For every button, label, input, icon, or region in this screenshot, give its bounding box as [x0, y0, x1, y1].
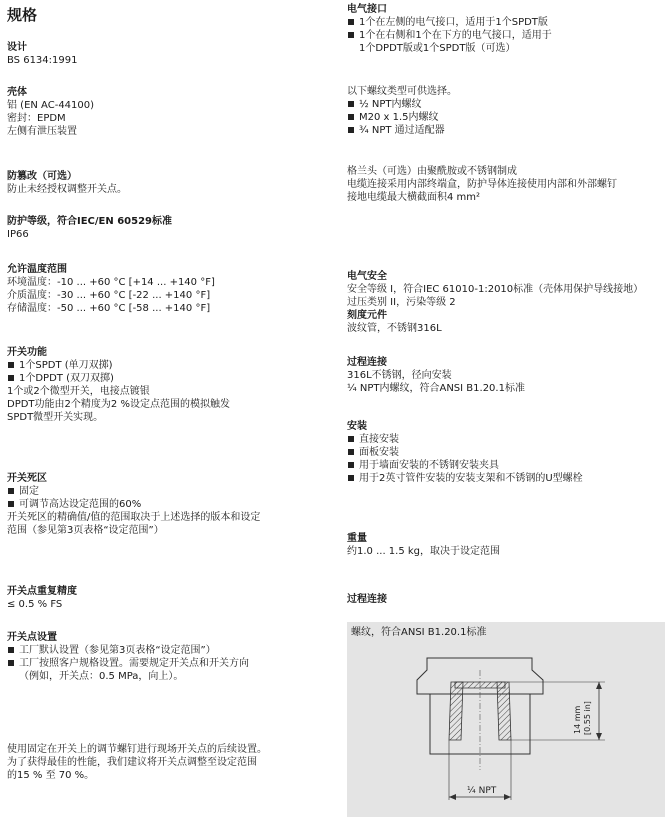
gland-line: 格兰头（可选）由聚酰胺或不锈钢制成 — [347, 166, 517, 177]
threads-bullet: ½ NPT内螺纹 — [347, 98, 457, 111]
deadband-line: 开关死区的精确值/值的范围取决于上述选择的版本和设定 — [7, 512, 261, 523]
thread-drawing-panel — [347, 622, 665, 817]
fitting-bore-left-wall — [449, 682, 463, 740]
design-value: BS 6134:1991 — [7, 55, 78, 66]
switch-function-heading: 开关功能 — [7, 347, 47, 358]
section-case — [7, 86, 94, 138]
deadband-bullet: 可调节高达设定范围的60% — [7, 498, 260, 511]
deadband-bullet: 固定 — [7, 485, 260, 498]
dim-label-in: [0.55 in] — [583, 701, 592, 735]
right-column — [347, 0, 665, 622]
gland-line: 电缆连接采用内部终端盒，防护导体连接使用内部和外部螺钉 — [347, 179, 617, 190]
switch-function-line: 1个或2个微型开关，电接点镀银 — [7, 386, 150, 397]
section-deadband — [7, 472, 260, 537]
switch-function-line: SPDT微型开关实现。 — [7, 412, 104, 423]
case-line: 左侧有泄压装置 — [7, 126, 77, 137]
section-setting — [7, 631, 249, 683]
section-protection — [7, 215, 172, 241]
section-threads — [347, 85, 457, 137]
mounting-bullet: 用于2英寸管件安装的安装支架和不锈钢的U型螺栓 — [347, 472, 583, 485]
temperature-line: 介质温度：-30 ... +60 °C [-22 ... +140 °F] — [7, 290, 211, 301]
section-repeatability — [7, 585, 77, 611]
protection-value: IP66 — [7, 229, 29, 240]
temperature-line: 存储温度：-50 ... +60 °C [-58 ... +140 °F] — [7, 303, 211, 314]
temperature-heading: 允许温度范围 — [7, 264, 67, 275]
section-process-connection-figure — [347, 593, 387, 606]
sensing-line: 波纹管，不锈钢316L — [347, 323, 442, 334]
case-line: 密封：EPDM — [7, 113, 66, 124]
process-heading: 过程连接 — [347, 357, 387, 368]
section-tamper — [7, 170, 127, 196]
switch-function-bullet: 1个SPDT (单刀双掷) — [7, 359, 230, 372]
electrical-indent-line: 1个DPDT版或1个SPDT版（可选） — [359, 43, 516, 54]
section-electrical — [347, 3, 552, 55]
fitting-bore-right-wall — [497, 682, 511, 740]
section-sensing — [347, 309, 442, 335]
thread-arrow-right — [504, 794, 511, 800]
sensing-heading: 刻度元件 — [347, 310, 387, 321]
setting-bullet: 工厂默认设置（参见第3页表格“设定范围”） — [7, 644, 249, 657]
setting-note-line: 使用固定在开关上的调节螺钉进行现场开关点的后续设置。 — [7, 744, 267, 755]
case-heading: 壳体 — [7, 87, 27, 98]
threads-bullet: M20 x 1.5内螺纹 — [347, 111, 457, 124]
threads-intro: 以下螺纹类型可供选择。 — [347, 86, 457, 97]
mounting-bullet: 面板安装 — [347, 446, 583, 459]
process-line: ¼ NPT内螺纹，符合ANSI B1.20.1标准 — [347, 383, 525, 394]
section-temperature — [7, 263, 215, 315]
process-line: 316L不锈钢，径向安装 — [347, 370, 452, 381]
electrical-heading: 电气接口 — [347, 4, 387, 15]
dim-label-mm: 14 mm — [573, 705, 582, 734]
section-process — [347, 356, 525, 395]
section-gland — [347, 165, 617, 204]
thread-label: ¼ NPT — [467, 786, 497, 796]
threads-bullet: ¾ NPT 通过适配器 — [347, 124, 457, 137]
safety-line: 安全等级 I，符合IEC 61010-1:2010标准（壳体用保护导线接地） — [347, 284, 644, 295]
setting-heading: 开关点设置 — [7, 632, 57, 643]
setting-bullet: 工厂按照客户规格设置。需要规定开关点和开关方向 — [7, 657, 249, 670]
safety-line: 过压类别 II，污染等级 2 — [347, 297, 456, 308]
tamper-line: 防止未经授权调整开关点。 — [7, 184, 127, 195]
switch-function-bullet: 1个DPDT (双刀双掷) — [7, 372, 230, 385]
section-design — [7, 41, 77, 67]
switch-function-line: DPDT功能由2个精度为2 %设定点范围的模拟触发 — [7, 399, 230, 410]
process-figure-heading: 过程连接 — [347, 594, 387, 605]
section-weight — [347, 532, 500, 558]
mounting-heading: 安装 — [347, 421, 367, 432]
weight-line: 约1.0 ... 1.5 kg，取决于设定范围 — [347, 546, 501, 557]
section-setting-note — [7, 743, 267, 782]
page-title: 规格 — [7, 6, 38, 24]
case-line: 铝 (EN AC-44100) — [7, 100, 95, 111]
temperature-line: 环境温度：-10 ... +60 °C [+14 ... +140 °F] — [7, 277, 215, 288]
setting-note-line: 为了获得最佳的性能，我们建议将开关点调整至设定范围 — [7, 757, 257, 768]
thread-arrow-left — [449, 794, 456, 800]
thread-drawing — [347, 622, 665, 817]
dim-arrow-bottom — [596, 733, 602, 740]
thread-drawing-caption: 螺纹，符合ANSI B1.20.1标准 — [351, 627, 487, 638]
design-heading: 设计 — [7, 42, 27, 53]
electrical-bullet: 1个在左侧的电气接口，适用于1个SPDT版 — [347, 16, 552, 29]
deadband-heading: 开关死区 — [7, 473, 47, 484]
section-switch-function — [7, 346, 230, 424]
repeatability-value: ≤ 0.5 % FS — [7, 599, 63, 610]
repeatability-heading: 开关点重复精度 — [7, 586, 77, 597]
deadband-line: 范围（参见第3页表格“设定范围”） — [7, 525, 164, 536]
gland-line: 接地电缆最大横截面积4 mm² — [347, 192, 481, 203]
mounting-bullet: 直接安装 — [347, 433, 583, 446]
electrical-bullet: 1个在右侧和1个在下方的电气接口，适用于 — [347, 29, 552, 42]
setting-indent-line: （例如，开关点：0.5 MPa，向上）。 — [19, 671, 184, 682]
dim-arrow-top — [596, 682, 602, 689]
mounting-bullet: 用于墙面安装的不锈钢安装夹具 — [347, 459, 583, 472]
protection-heading: 防护等级，符合IEC/EN 60529标准 — [7, 216, 173, 227]
tamper-heading: 防篡改（可选） — [7, 171, 77, 182]
setting-note-line: 的15 % 至 70 %。 — [7, 770, 95, 781]
safety-heading: 电气安全 — [347, 271, 387, 282]
section-mounting — [347, 420, 583, 485]
section-safety — [347, 270, 643, 309]
weight-heading: 重量 — [347, 533, 367, 544]
